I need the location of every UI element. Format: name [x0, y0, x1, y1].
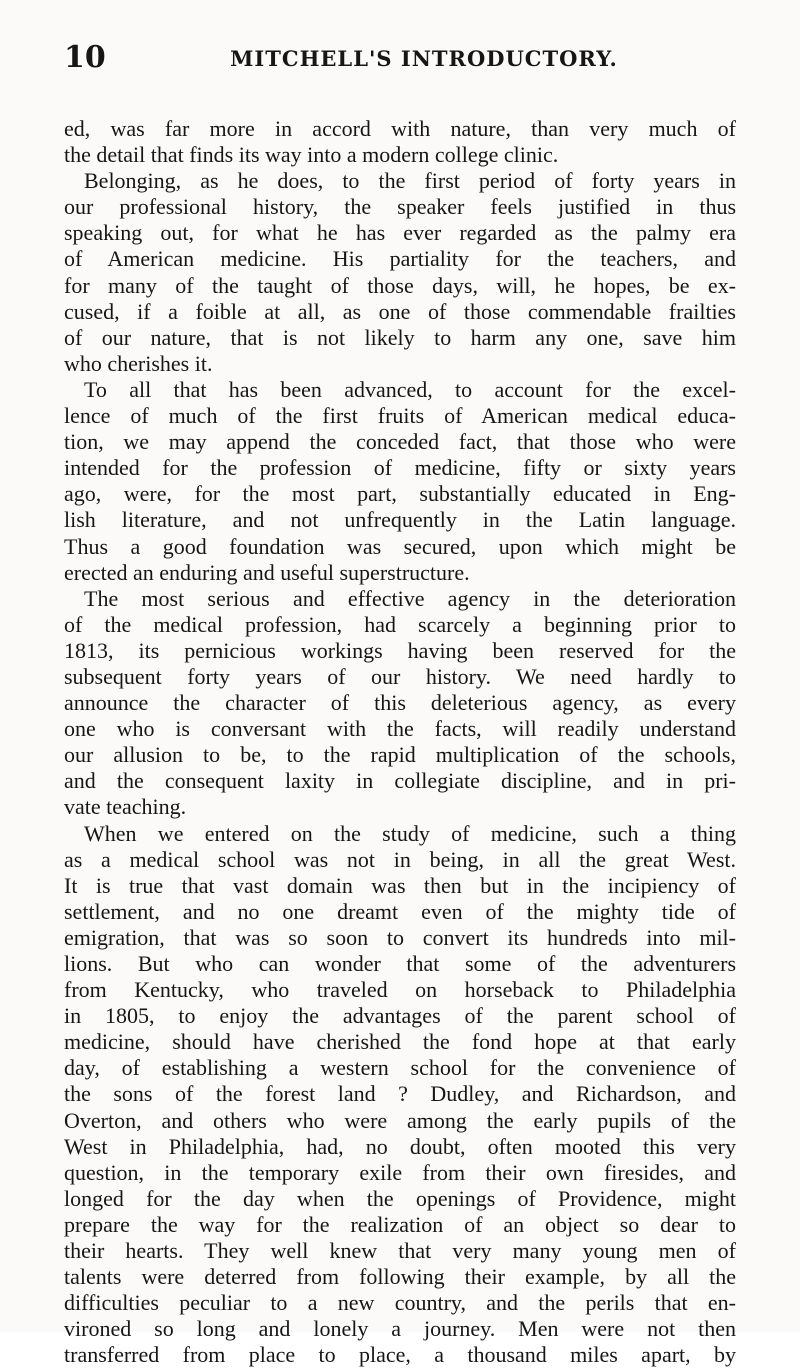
text-line: The most serious and effective agency in the deterioration [84, 585, 736, 611]
text-line: and the consequent laxity in collegiate discipline, and in pri- [64, 768, 736, 794]
body-text [64, 116, 736, 1369]
text-line: from Kentucky, who traveled on horseback to Philadelphia [64, 977, 736, 1003]
text-line: of our nature, that is not likely to harm any one, save him [64, 324, 736, 350]
text-line: lions. But who can wonder that some of the adventurers [64, 951, 736, 976]
text-line: our allusion to be, to the rapid multiplication of the schools, [64, 742, 736, 768]
text-line: It is true that vast domain was then but in the incipiency of [64, 872, 736, 898]
text-line: West in Philadelphia, had, no doubt, often mooted this very [64, 1133, 736, 1159]
text-line: cused, if a foible at all, as one of those commendable frailties [64, 298, 736, 324]
text-line: the sons of the forest land ? Dudley, and Richardson, and [64, 1081, 736, 1107]
text-line: intended for the profession of medicine, fifty or sixty years [64, 455, 736, 481]
text-line: their hearts. They well knew that very many young men of [64, 1238, 736, 1264]
text-line: 1813, its pernicious workings having been reserved for the [64, 637, 736, 663]
text-line: announce the character of this deleterious agency, as every [64, 690, 736, 716]
text-line: in 1805, to enjoy the advantages of the parent school of [64, 1003, 736, 1029]
text-line: ed, was far more in accord with nature, than very much of [64, 116, 736, 141]
text-line: To all that has been advanced, to account for the excel- [84, 376, 736, 402]
text-line: settlement, and no one dreamt even of the mighty tide of [64, 898, 736, 924]
text-line: Belonging, as he does, to the first period of forty years in [84, 168, 736, 194]
text-line: talents were deterred from following their example, by all the [64, 1264, 736, 1290]
text-line: When we entered on the study of medicine, such a thing [84, 820, 736, 846]
text-line: day, of establishing a western school for the convenience of [64, 1055, 736, 1081]
text-line: the detail that finds its way into a modern college clinic. [64, 142, 559, 168]
text-line: one who is conversant with the facts, will readily understand [64, 716, 736, 742]
text-line: of the medical profession, had scarcely a beginning prior to [64, 611, 736, 637]
page-number: 10 [64, 40, 106, 75]
text-line: who cherishes it. [64, 350, 213, 376]
text-line: ago, were, for the most part, substantially educated in Eng- [64, 481, 736, 507]
text-line: Overton, and others who were among the early pupils of the [64, 1107, 736, 1133]
text-line: lence of much of the first fruits of American medical educa- [64, 403, 736, 429]
text-line: vironed so long and lonely a journey. Men were not then [64, 1316, 736, 1342]
text-line: prepare the way for the realization of an object so dear to [64, 1211, 736, 1237]
text-line: our professional history, the speaker feels justified in thus [64, 194, 736, 220]
text-line: question, in the temporary exile from their own firesides, and [64, 1159, 736, 1185]
text-line: vate teaching. [64, 794, 187, 820]
running-title: MITCHELL'S INTRODUCTORY. [230, 46, 618, 71]
text-line: erected an enduring and useful superstructure. [64, 559, 470, 585]
text-line: tion, we may append the conceded fact, that those who were [64, 429, 736, 455]
text-line: emigration, that was so soon to convert its hundreds into mil- [64, 924, 736, 950]
text-line: of American medicine. His partiality for the teachers, and [64, 246, 736, 272]
text-line: transferred from place to place, a thousand miles apart, by [64, 1342, 736, 1368]
text-line: medicine, should have cherished the fond hope at that early [64, 1029, 736, 1055]
text-line: subsequent forty years of our history. We need hardly to [64, 663, 736, 689]
text-line: speaking out, for what he has ever regarded as the palmy era [64, 220, 736, 246]
text-line: difficulties peculiar to a new country, and the perils that en- [64, 1290, 736, 1316]
page-header [64, 38, 736, 78]
text-line: lish literature, and not unfrequently in the Latin language. [64, 507, 736, 533]
text-line: as a medical school was not in being, in all the great West. [64, 846, 736, 872]
text-line: longed for the day when the openings of Providence, might [64, 1185, 736, 1211]
text-line: Thus a good foundation was secured, upon which might be [64, 533, 736, 559]
text-line: for many of the taught of those days, will, he hopes, be ex- [64, 272, 736, 298]
